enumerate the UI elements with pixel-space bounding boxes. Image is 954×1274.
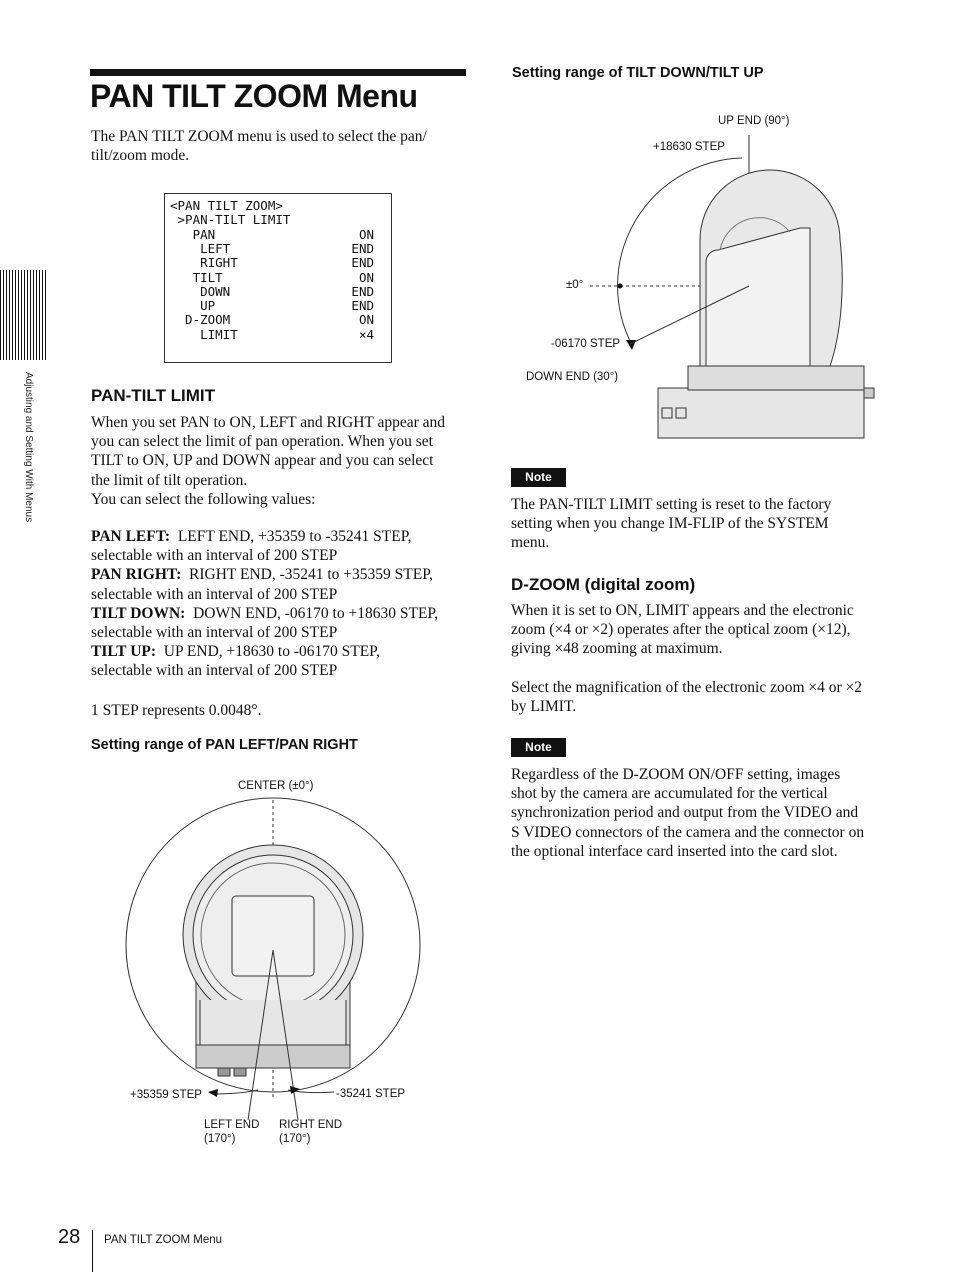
value-desc: selectable with an interval of 200 STEP	[91, 624, 338, 642]
note2-text	[511, 765, 864, 861]
tilt-zero-label: ±0°	[566, 279, 584, 291]
paragraph-line: S VIDEO connectors of the camera and the connector on	[511, 823, 865, 841]
footer-section-title: PAN TILT ZOOM Menu	[104, 1234, 223, 1246]
paragraph-line: When it is set to ON, LIMIT appears and the electronic	[511, 602, 854, 619]
value-desc: DOWN END, -06170 to +18630 STEP,	[193, 604, 439, 622]
tilt-plus-step-label: +18630 STEP	[653, 141, 725, 153]
value-desc: selectable with an interval of 200 STEP	[91, 547, 338, 565]
paragraph-line: shot by the camera are accumulated for the vertical	[511, 785, 828, 803]
value-term: PAN RIGHT:	[91, 566, 182, 584]
page-number: 28	[58, 1226, 81, 1248]
left-end-text: LEFT END	[204, 1119, 260, 1131]
menu-line-value: ON	[358, 269, 374, 285]
footer-divider	[92, 1230, 93, 1272]
left-end-degrees: (170°)	[204, 1133, 236, 1145]
paragraph-line: setting when you change IM-FLIP of the SYSTEM	[511, 515, 829, 533]
value-desc: selectable with an interval of 200 STEP	[91, 585, 338, 603]
paragraph-line: menu.	[511, 534, 550, 552]
menu-line-value: ON	[358, 226, 374, 242]
value-term: TILT UP:	[91, 643, 157, 661]
note-badge: Note	[511, 738, 566, 757]
pan-left-end-label	[204, 1118, 259, 1146]
tilt-down-end-label: DOWN END (30°)	[526, 371, 619, 383]
step-note: 1 STEP represents 0.0048°.	[91, 702, 262, 719]
pan-plus-step-label: +35359 STEP	[130, 1089, 202, 1101]
menu-line-value: ×4	[358, 326, 374, 342]
menu-line-label: TILT	[170, 269, 223, 285]
note1-text	[511, 495, 831, 553]
menu-line-label: RIGHT	[170, 255, 238, 271]
right-end-text: RIGHT END	[279, 1119, 343, 1131]
menu-line-label: <PAN TILT ZOOM>	[170, 198, 283, 213]
value-desc: LEFT END, +35359 to -35241 STEP,	[177, 528, 412, 545]
paragraph-line: by LIMIT.	[511, 698, 577, 716]
tilt-up-end-label: UP END (90°)	[718, 115, 790, 127]
paragraph-line: TILT to ON, UP and DOWN appear and you can select	[91, 452, 434, 470]
paragraph-line: the optional interface card inserted into the card slot.	[511, 842, 838, 860]
menu-line-label: >PAN-TILT LIMIT	[170, 212, 291, 228]
menu-line-label: D-ZOOM	[170, 312, 231, 328]
tilt-minus-step-label: -06170 STEP	[551, 338, 621, 350]
menu-line-label: DOWN	[170, 283, 231, 299]
value-desc: UP END, +18630 to -06170 STEP,	[163, 643, 380, 661]
value-desc: RIGHT END, -35241 to +35359 STEP,	[189, 566, 434, 584]
menu-line-value: END	[351, 283, 374, 299]
paragraph-line: zoom (×4 or ×2) operates after the optical zoom (×12),	[511, 621, 851, 639]
dzoom-paragraph-1	[511, 601, 854, 659]
menu-line-value: END	[351, 240, 374, 256]
menu-line-label: LEFT	[170, 240, 231, 256]
paragraph-line: you can select the limit of pan operation. When you set	[91, 433, 433, 451]
right-end-degrees: (170°)	[279, 1133, 311, 1145]
note-badge: Note	[511, 468, 566, 487]
menu-line-label: PAN	[170, 226, 216, 242]
value-term: TILT DOWN:	[91, 604, 186, 622]
menu-line-label: UP	[170, 298, 216, 314]
dzoom-paragraph-2	[511, 678, 862, 716]
pan-minus-step-label: -35241 STEP	[336, 1088, 406, 1100]
value-desc: selectable with an interval of 200 STEP	[91, 662, 338, 680]
intro-line: The PAN TILT ZOOM menu is used to select the pan/	[91, 128, 427, 145]
pan-right-end-label	[279, 1118, 342, 1146]
paragraph-line: synchronization period and output from the VIDEO and	[511, 804, 859, 822]
intro-line: tilt/zoom mode.	[91, 147, 190, 165]
menu-line-value: END	[351, 255, 374, 271]
tilt-figure-heading: Setting range of TILT DOWN/TILT UP	[512, 65, 764, 81]
menu-line-label: LIMIT	[170, 326, 238, 342]
pan-tilt-limit-heading: PAN-TILT LIMIT	[91, 386, 216, 405]
pan-center-label: CENTER (±0°)	[238, 780, 314, 792]
value-term: PAN LEFT:	[91, 528, 171, 545]
paragraph-line: Regardless of the D-ZOOM ON/OFF setting, images	[511, 766, 841, 783]
paragraph-line: The PAN-TILT LIMIT setting is reset to the factory	[511, 496, 832, 513]
menu-line-value: ON	[358, 312, 374, 328]
paragraph-line: When you set PAN to ON, LEFT and RIGHT appear and	[91, 414, 446, 431]
paragraph-line: You can select the following values:	[91, 490, 316, 508]
menu-line-value: END	[351, 298, 374, 314]
page-title: PAN TILT ZOOM Menu	[90, 78, 418, 114]
paragraph-line: the limit of tilt operation.	[91, 471, 248, 489]
paragraph-line: giving ×48 zooming at maximum.	[511, 640, 723, 658]
dzoom-heading: D-ZOOM (digital zoom)	[511, 575, 696, 594]
chapter-side-label: Adjusting and Setting With Menus	[23, 372, 34, 523]
paragraph-line: Select the magnification of the electronic zoom ×4 or ×2	[511, 679, 863, 696]
pan-figure-heading: Setting range of PAN LEFT/PAN RIGHT	[91, 737, 358, 753]
